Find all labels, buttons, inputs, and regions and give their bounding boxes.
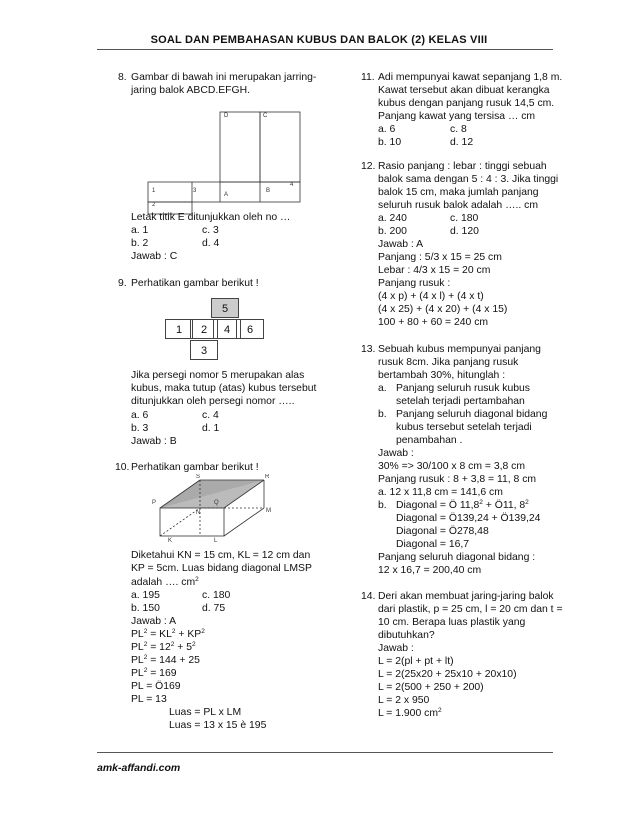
question-text: adalah …. $cm^2$ <box>131 576 199 588</box>
option: a. 6 <box>131 410 149 421</box>
question-text: Kawat tersebut akan dibuat kerangka <box>378 85 550 96</box>
work-line: Panjang : 5/3 x 15 = 25 cm <box>378 252 502 263</box>
work-line: Luas = 13 x 15 è 195 <box>169 720 267 731</box>
square-4: 4 <box>213 319 241 339</box>
sub-text: Panjang seluruh rusuk kubus <box>396 383 531 394</box>
question-text: jaring balok ABCD.EFGH. <box>131 85 250 96</box>
work-line: L = 2(25x20 + 25x10 + 20x10) <box>378 669 517 680</box>
label-3: 3 <box>193 188 197 194</box>
footer-site: amk-affandi.com <box>97 762 181 774</box>
work-line: $PL^2 = 169$ <box>131 667 177 679</box>
work-line: b. <box>378 500 387 511</box>
option: d. 12 <box>450 137 474 148</box>
work-line: $PL^2 = 144 + 25$ <box>131 654 200 666</box>
work-line: a. 12 x 11,8 cm = 141,6 cm <box>378 487 503 498</box>
question-text: Panjang kawat yang tersisa … cm <box>378 111 536 122</box>
work-line: Diagonal = Ö139,24 + Ö139,24 <box>396 513 541 524</box>
label-2: 2 <box>152 202 156 208</box>
balok-net-figure <box>144 108 304 216</box>
option: b. 2 <box>131 238 149 249</box>
work-line: Panjang rusuk : <box>378 278 451 289</box>
work-line: Jawab : <box>378 643 414 654</box>
option: d. 4 <box>202 238 220 249</box>
label-A: A <box>224 192 229 198</box>
work-line: PL = Ö169 <box>131 681 181 692</box>
work-line: 12 x 16,7 = 200,40 cm <box>378 565 482 576</box>
square-1: 1 <box>165 319 193 339</box>
sub-text: kubus tersebut setelah terjadi <box>396 422 532 433</box>
question-text: dari plastik, p = 25 cm, l = 20 cm dan t = <box>378 604 563 615</box>
question-number: 8. <box>118 72 127 83</box>
option: c. 8 <box>450 124 467 135</box>
label-4: 4 <box>290 182 294 188</box>
work-line: 30% => 30/100 x 8 cm = 3,8 cm <box>378 461 525 472</box>
question-text: kubus, maka tutup (atas) kubus tersebut <box>131 383 317 394</box>
question-text: kubus dengan panjang rusuk 14,5 cm. <box>378 98 555 109</box>
option: d. 75 <box>202 603 226 614</box>
label-D: D <box>224 113 229 119</box>
work-line: Panjang seluruh diagonal bidang : <box>378 552 536 563</box>
square-5: 5 <box>211 298 239 318</box>
work-line: Diagonal = Ö $11,8^2$ + Ö11, $8^2$ <box>396 499 529 511</box>
work-line: 100 + 80 + 60 = 240 cm <box>378 317 489 328</box>
question-text: ditunjukkan oleh persegi nomor ….. <box>131 396 295 407</box>
question-text: Perhatikan gambar berikut ! <box>131 278 259 289</box>
work-line: L = 2(500 + 250 + 200) <box>378 682 484 693</box>
option: b. 10 <box>378 137 402 148</box>
answer: Jawab : A <box>131 616 177 627</box>
label-K: K <box>168 538 173 542</box>
square-3: 3 <box>190 340 218 360</box>
question-text: seluruh rusuk balok adalah ….. cm <box>378 200 538 211</box>
work-line: $PL^2 = 12^2 + 5^2$ <box>131 641 196 653</box>
question-text: Letak titik E ditunjukkan oleh no … <box>131 212 291 223</box>
footer-rule <box>97 752 553 753</box>
question-text: rusuk 8cm. Jika panjang rusuk <box>378 357 519 368</box>
question-text: Rasio panjang : lebar : tinggi sebuah <box>378 161 547 172</box>
label-P: P <box>152 500 157 506</box>
question-number: 10. <box>115 462 130 473</box>
question-text: 10 cm. Berapa luas plastik yang <box>378 617 526 628</box>
work-line: PL = 13 <box>131 694 167 705</box>
question-text: Diketahui KN = 15 cm, KL = 12 cm dan <box>131 550 311 561</box>
question-number: 11. <box>361 72 375 83</box>
label-R: R <box>265 474 270 480</box>
work-line: $PL^2 = KL^2 + KP^2$ <box>131 628 205 640</box>
option: b. 3 <box>131 423 149 434</box>
question-number: 14. <box>361 591 376 602</box>
option: a. 1 <box>131 225 149 236</box>
sub-key: a. <box>378 383 387 394</box>
option: c. 3 <box>202 225 219 236</box>
square-2: 2 <box>190 319 218 339</box>
sub-text: penambahan . <box>396 435 463 446</box>
answer: Jawab : A <box>378 239 424 250</box>
label-C: C <box>263 113 268 119</box>
work-line: Luas = PL x LM <box>169 707 242 718</box>
option: d. 1 <box>202 423 220 434</box>
label-B: B <box>266 188 271 194</box>
square-6: 6 <box>236 319 264 339</box>
page-title: SOAL DAN PEMBAHASAN KUBUS DAN BALOK (2) KELAS VIII <box>150 34 488 46</box>
question-text: Adi mempunyai kawat sepanjang 1,8 m. <box>378 72 563 83</box>
work-line: (4 x 25) + (4 x 20) + (4 x 15) <box>378 304 508 315</box>
question-text: balok 15 cm, maka jumlah panjang <box>378 187 539 198</box>
question-text: balok sama dengan 5 : 4 : 3. Jika tinggi <box>378 174 559 185</box>
question-number: 13. <box>361 344 376 355</box>
option: a. 6 <box>378 124 396 135</box>
label-M: M <box>266 508 271 514</box>
question-text: bertambah 30%, hitunglah : <box>378 370 506 381</box>
header-rule <box>97 49 553 50</box>
question-text: KP = 5cm. Luas bidang diagonal LMSP <box>131 563 312 574</box>
work-line: L = 2 x 950 <box>378 695 430 706</box>
work-line: L = 2(pl + pt + lt) <box>378 656 454 667</box>
balok-diagonal-figure <box>148 474 278 542</box>
question-number: 12. <box>361 161 376 172</box>
sub-text: setelah terjadi pertambahan <box>396 396 525 407</box>
work-line: Lebar : 4/3 x 15 = 20 cm <box>378 265 491 276</box>
option: b. 200 <box>378 226 407 237</box>
label-L: L <box>214 538 218 542</box>
work-line: Panjang rusuk : 8 + 3,8 = 11, 8 cm <box>378 474 537 485</box>
work-line: Diagonal = Ö278,48 <box>396 526 489 537</box>
option: c. 180 <box>450 213 479 224</box>
answer: Jawab : B <box>131 436 177 447</box>
answer: Jawab : C <box>131 251 178 262</box>
question-text: Jika persegi nomor 5 merupakan alas <box>131 370 305 381</box>
sub-key: b. <box>378 409 387 420</box>
option: c. 4 <box>202 410 219 421</box>
option: d. 120 <box>450 226 479 237</box>
option: a. 240 <box>378 213 407 224</box>
work-line: Jawab : <box>378 448 414 459</box>
question-text: Sebuah kubus mempunyai panjang <box>378 344 541 355</box>
work-line: Diagonal = 16,7 <box>396 539 470 550</box>
question-text: Deri akan membuat jaring-jaring balok <box>378 591 554 602</box>
option: c. 180 <box>202 590 231 601</box>
label-1: 1 <box>152 188 156 194</box>
question-number: 9. <box>118 278 127 289</box>
question-text: Gambar di bawah ini merupakan jarring- <box>131 72 317 83</box>
question-text: dibutuhkan? <box>378 630 435 641</box>
label-S: S <box>196 474 201 480</box>
option: b. 150 <box>131 603 160 614</box>
question-text: Perhatikan gambar berikut ! <box>131 462 259 473</box>
label-N: N <box>196 510 201 516</box>
sub-text: Panjang seluruh diagonal bidang <box>396 409 548 420</box>
option: a. 195 <box>131 590 160 601</box>
work-line: L = 1.900 $cm^2$ <box>378 707 442 719</box>
label-Q: Q <box>214 500 219 506</box>
work-line: (4 x p) + (4 x l) + (4 x t) <box>378 291 484 302</box>
